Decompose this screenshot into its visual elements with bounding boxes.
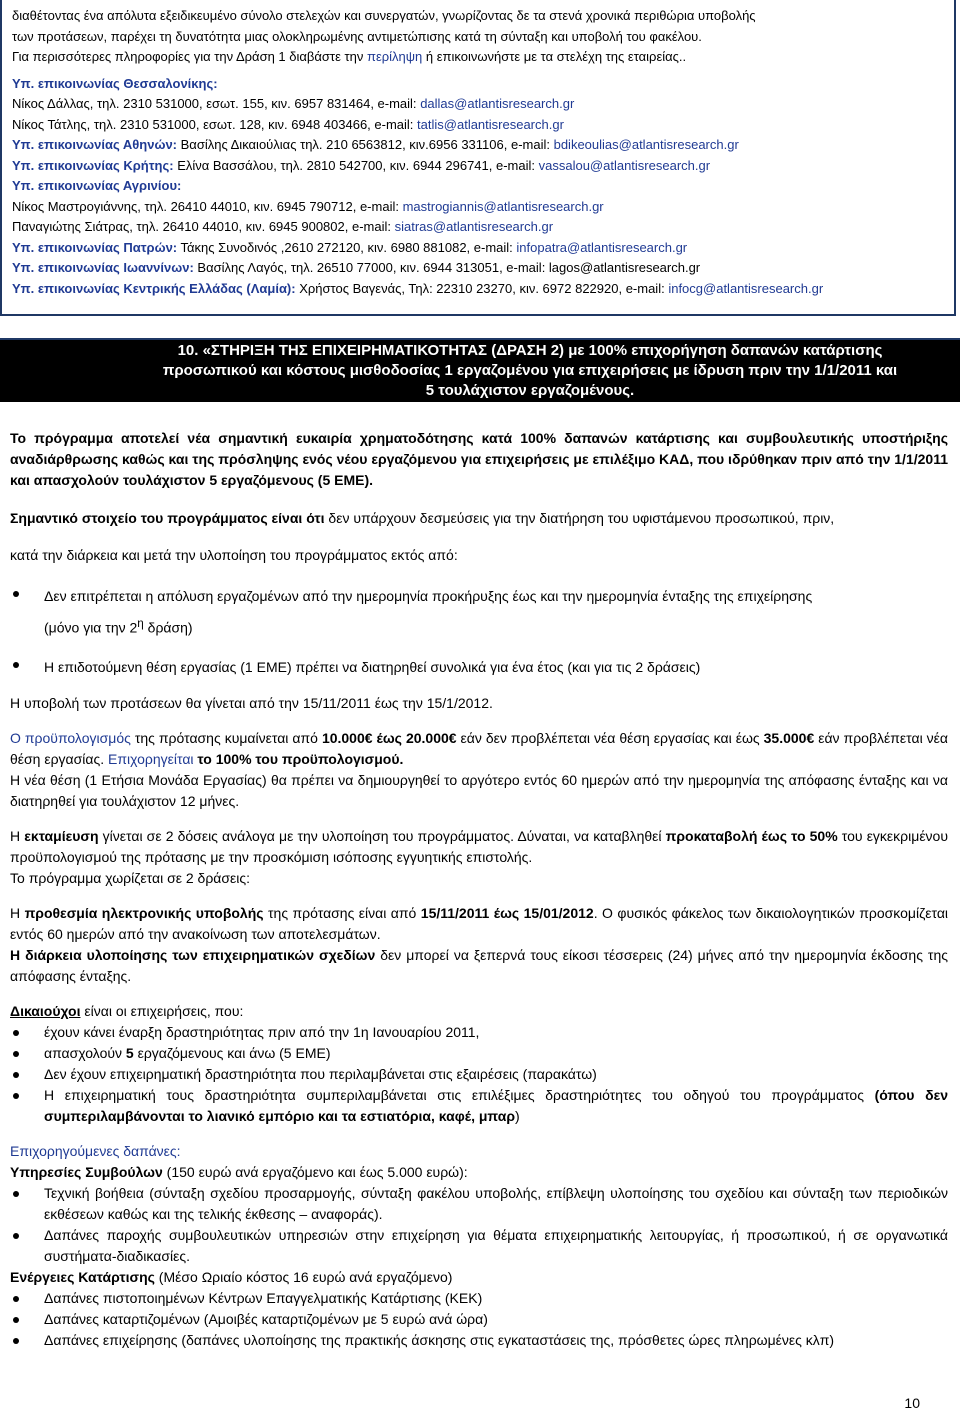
email-link[interactable]: bdikeoulias@atlantisresearch.gr	[553, 137, 739, 152]
heading-line-2: προσωπικού και κόστους μισθοδοσίας 1 εργαζομένου για επιχειρήσεις με ίδρυση πριν την 1/1/2011 και	[162, 362, 898, 379]
contact-patra: Υπ. επικοινωνίας Πατρών: Τάκης Συνοδινός ,2610 272120, κιν. 6980 881082, e-mail: infopatra@atlantisresearch.gr	[12, 239, 688, 255]
restrictions-list	[10, 583, 948, 681]
intro-paragraph: Το πρόγραμμα αποτελεί νέα σημαντική ευκαιρία χρηματοδότησης κατά 100% δαπανών κατάρτισης και συμβουλευτικής υποστήριξης αναδιάρθρωσης καθώς και της πρόσληψης ενός νέου εργαζόμενου για επιχειρήσεις με επιλέξιμο ΚΑΔ, που ιδρύθηκαν πριν από την 1/1/2011 και απασχολούν τουλάχιστον 5 εργαζόμενους (5 ΕΜΕ).	[10, 430, 948, 488]
consultants-heading: Υπηρεσίες Συμβούλων (150 ευρώ ανά εργαζόμενο και έως 5.000 ευρώ):	[10, 1163, 468, 1180]
contact-dallas: Νίκος Δάλλας, τηλ. 2310 531000, εσωτ. 155, κιν. 6957 831464, e-mail: dallas@atlantisresearch.gr	[12, 96, 575, 111]
contact-crete: Υπ. επικοινωνίας Κρήτης: Ελίνα Βασσάλου, τηλ. 2810 542700, κιν. 6944 296741, e-mail: vassalou@atlantisresearch.gr	[12, 157, 711, 173]
disbursement-paragraph: Η εκταμίευση γίνεται σε 2 δόσεις ανάλογα με την υλοποίηση του προγράμματος. Δύναται, να καταβληθεί προκαταβολή έως το 50% του εγκεκριμένου προϋπολογισμού της πρότασης με την προσκόμιση ισόποσης εγγυητικής επιστολής.	[10, 827, 949, 865]
two-actions: Το πρόγραμμα χωρίζεται σε 2 δράσεις:	[10, 869, 251, 886]
info-prefix: Για περισσότερες πληροφορίες για την Δράση 1 διαβάστε την	[12, 49, 364, 64]
duration-paragraph: Η διάρκεια υλοποίησης των επιχειρηματικών σχεδίων δεν μπορεί να ξεπερνά τους είκοσι τέσσερεις (24) μήνες από την ημερομηνία έκδοσης της απόφασης ένταξης.	[10, 946, 948, 984]
heading-line-1: 10. «ΣΤΗΡΙΞΗ ΤΗΣ ΕΠΙΧΕΙΡΗΜΑΤΙΚΟΤΗΤΑΣ (ΔΡΑΣΗ 2) με 100% επιχορήγηση δαπανών κατάρτισης	[177, 342, 883, 359]
training-list	[10, 1288, 948, 1351]
budget-paragraph: Ο προϋπολογισμός της πρότασης κυμαίνεται από 10.000€ έως 20.000€ εάν δεν προβλέπεται νέα θέση εργασίας και έως 35.000€ εάν προβλέπεται νέα θέση εργασίας. Επιχορηγείται το 100% του προϋπολογισμού.	[10, 729, 949, 767]
list-item: Δαπάνες πιστοποιημένων Κέντρων Επαγγελματικής Κατάρτισης (ΚΕΚ)	[10, 1288, 948, 1309]
contact-lamia: Υπ. επικοινωνίας Κεντρικής Ελλάδας (Λαμία): Χρήστος Βαγενάς, Τηλ: 22310 23270, κιν. 6972 822920, e-mail: infocg@atlantisresearch.gr	[12, 280, 824, 296]
thessaloniki-label: Υπ. επικοινωνίας Θεσσαλονίκης:	[12, 75, 218, 91]
submission-dates: Η υποβολή των προτάσεων θα γίνεται από την 15/11/2011 έως την 15/1/2012.	[10, 694, 493, 711]
list-item: Τεχνική βοήθεια (σύνταξη σχεδίου προσαρμογής, σύνταξη φακέλου υποβολής, επίβλεψη υλοποίησης του σχεδίου και σύνταξη των περιοδικών εκθέσεων καθώς και της τελικής έκθεσης – αναφοράς).	[10, 1183, 948, 1225]
email-link[interactable]: vassalou@atlantisresearch.gr	[538, 157, 711, 173]
intro-line-2: των προτάσεων, παρέχει τη δυνατότητα μιας ολοκληρωμένης αντιμετώπισης κατά τη σύνταξη και υποβολή του φακέλου.	[12, 28, 702, 44]
subsidy-link[interactable]: Επιχορηγείται	[108, 750, 194, 767]
key-point: Σημαντικό στοιχείο του προγράμματος είναι ότι δεν υπάρχουν δεσμεύσεις για την διατήρηση του υφιστάμενου προσωπικού, πριν,	[10, 510, 835, 526]
training-heading: Ενέργειες Κατάρτισης (Μέσο Ωριαίο κόστος 16 ευρώ ανά εργαζόμενο)	[10, 1268, 453, 1285]
new-job-paragraph: Η νέα θέση (1 Ετήσια Μονάδα Εργασίας) θα πρέπει να δημιουργηθεί το αργότερο εντός 60 ημερών από την ημερομηνία της απόφασης ένταξης και να διατηρηθεί για τουλάχιστον 12 μήνες.	[10, 771, 948, 809]
list-item: Δεν έχουν επιχειρηματική δραστηριότητα που περιλαμβάνεται στις εξαιρέσεις (παρακάτω)	[10, 1064, 948, 1085]
email-link[interactable]: mastrogiannis@atlantisresearch.gr	[402, 198, 604, 214]
contacts-box	[0, 0, 956, 316]
section-heading	[130, 341, 930, 401]
list-item: Η επιδοτούμενη θέση εργασίας (1 ΕΜΕ) πρέπει να διατηρηθεί συνολικά για ένα έτος (και για τις 2 δράσεις)	[10, 654, 948, 681]
expenses-heading: Επιχορηγούμενες δαπάνες:	[10, 1142, 181, 1159]
email-link[interactable]: dallas@atlantisresearch.gr	[420, 96, 575, 111]
list-item: Δαπάνες επιχείρησης (δαπάνες υλοποίησης της πρακτικής άσκησης στις εγκαταστάσεις της, πρόσθετες ώρες πληρωμένες κλπ)	[10, 1330, 948, 1351]
list-item: Η επιχειρηματική τους δραστηριότητα συμπεριλαμβάνεται στις επιλέξιμες δραστηριότητες του οδηγού του προγράμματος (όπου δεν συμπεριλαμβάνονται το λιανικό εμπόριο και τα εστιατόρια, καφέ, μπαρ)	[10, 1085, 948, 1127]
contact-siatras: Παναγιώτης Σιάτρας, τηλ. 26410 44010, κιν. 6945 900802, e-mail: siatras@atlantisresearch.gr	[12, 219, 554, 234]
summary-link[interactable]: περίληψη	[366, 49, 423, 64]
email-link[interactable]: siatras@atlantisresearch.gr	[394, 219, 554, 234]
list-item: έχουν κάνει έναρξη δραστηριότητας πριν από την 1η Ιανουαρίου 2011,	[10, 1022, 948, 1043]
list-item: απασχολούν 5 εργαζόμενους και άνω (5 ΕΜΕ)	[10, 1043, 948, 1064]
info-line	[12, 47, 944, 68]
main-body	[10, 428, 948, 1351]
contact-ioannina: Υπ. επικοινωνίας Ιωαννίνων: Βασίλης Λαγός, τηλ. 26510 77000, κιν. 6944 313051, e-mail: lagos@atlantisresearch.gr	[12, 260, 701, 275]
list-item: Δαπάνες παροχής συμβουλευτικών υπηρεσιών στην επιχείρηση για θέματα επιχειρηματικής λειτουργίας, ή προσωπικού, ή σε οργανωτικά συστήματα-διαδικασίες.	[10, 1225, 948, 1267]
info-suffix: ή επικοινωνήστε με τα στελέχη της εταιρείας..	[425, 49, 687, 64]
agrinio-label: Υπ. επικοινωνίας Αγρινίου:	[12, 178, 182, 193]
email-link[interactable]: infopatra@atlantisresearch.gr	[516, 239, 688, 255]
contact-tatlis: Νίκος Τάτλης, τηλ. 2310 531000, εσωτ. 128, κιν. 6948 403466, e-mail: tatlis@atlantisresearch.gr	[12, 116, 564, 132]
list-item: Δαπάνες καταρτιζομένων (Αμοιβές καταρτιζομένων με 5 ευρώ ανά ώρα)	[10, 1309, 948, 1330]
list-item: Δεν επιτρέπεται η απόλυση εργαζομένων από την ημερομηνία προκήρυξης έως και την ημερομηνία ένταξης της επιχείρησης (μόνο για την $2^\eta$ δράση)	[10, 583, 948, 642]
page-number: 10	[904, 1395, 920, 1411]
email-link[interactable]: infocg@atlantisresearch.gr	[668, 280, 824, 296]
intro-line-1: διαθέτοντας ένα απόλυτα εξειδικευμένο σύνολο στελεχών και συνεργατών, γνωρίζοντας δε τα στενά χρονικά περιθώρια υποβολής	[12, 8, 756, 23]
beneficiaries-heading: Δικαιούχοι είναι οι επιχειρήσεις, που:	[10, 1002, 244, 1019]
email-link[interactable]: tatlis@atlantisresearch.gr	[417, 116, 564, 132]
contact-mastrogiannis: Νίκος Μαστρογιάννης, τηλ. 26410 44010, κιν. 6945 790712, e-mail: mastrogiannis@atlantisresearch.gr	[12, 198, 604, 214]
deadline-paragraph: Η προθεσμία ηλεκτρονικής υποβολής της πρότασης είναι από 15/11/2011 έως 15/01/2012. Ο φυσικός φάκελος των δικαιολογητικών προσκομίζεται εντός 60 ημερών από την ανακοίνωση των αποτελεσμάτων.	[10, 904, 949, 942]
beneficiaries-list	[10, 1022, 948, 1127]
contact-athens: Υπ. επικοινωνίας Αθηνών: Βασίλης Δικαιούλιας τηλ. 210 6563812, κιν.6956 331106, e-mail: bdikeoulias@atlantisresearch.gr	[12, 137, 739, 152]
heading-line-3: 5 τουλάχιστον εργαζομένους.	[425, 382, 635, 399]
key-point-line-2: κατά την διάρκεια και μετά την υλοποίηση του προγράμματος εκτός από:	[10, 547, 458, 563]
consultants-list	[10, 1183, 948, 1267]
budget-link[interactable]: Ο προϋπολογισμός	[10, 729, 131, 746]
